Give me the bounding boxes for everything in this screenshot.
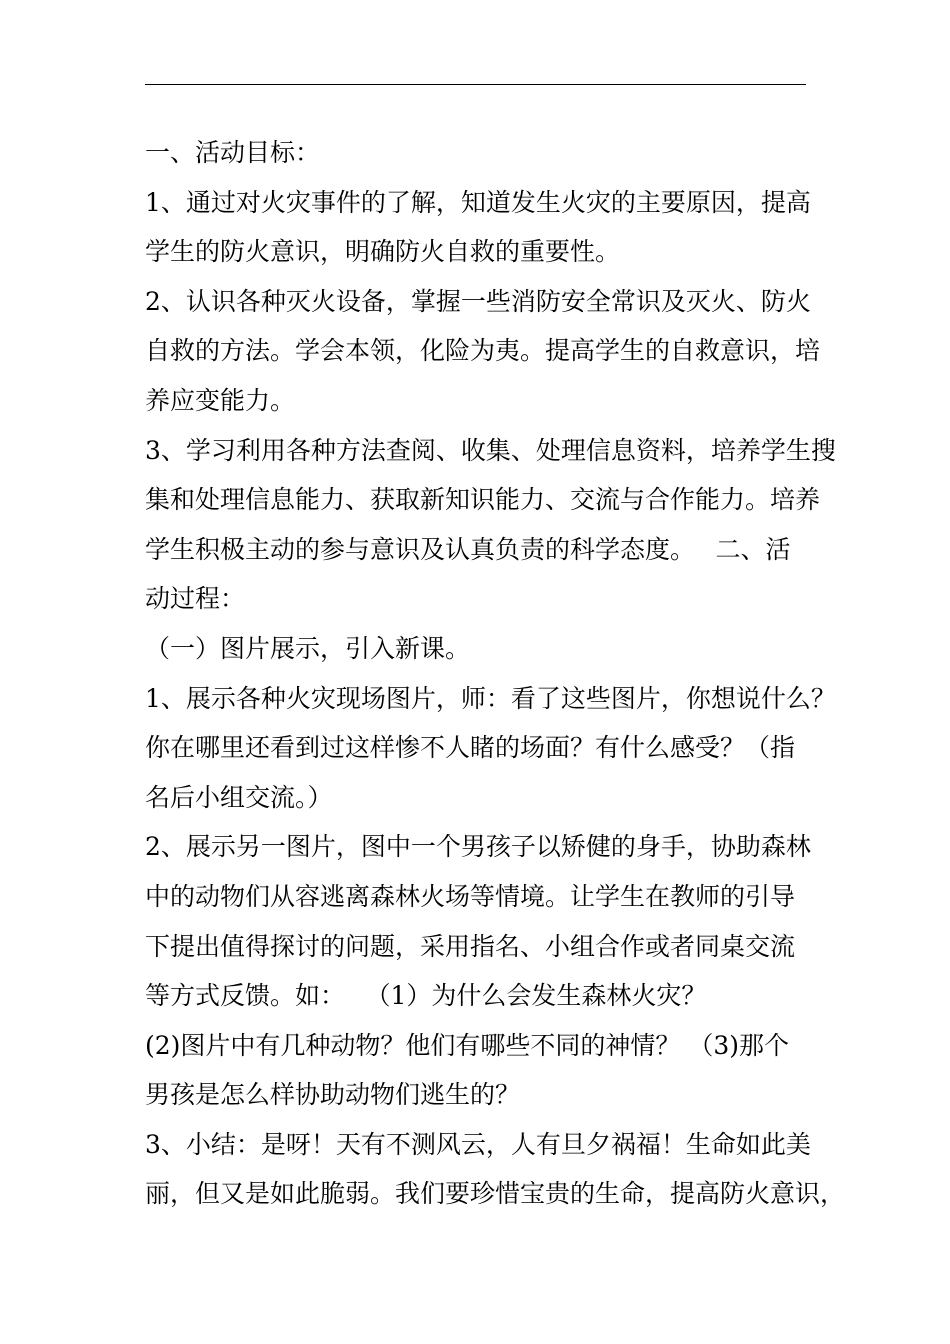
text-line: 集和处理信息能力、获取新知识能力、交流与合作能力。培养: [145, 485, 821, 515]
text-line: 学生积极主动的参与意识及认真负责的科学态度。 二、活: [145, 534, 791, 564]
text-line: 男孩是怎么样协助动物们逃生的？: [145, 1080, 521, 1110]
text-line: 2、展示另一图片，图中一个男孩子以矫健的身手，协助森林: [145, 832, 811, 862]
text-line: 学生的防火意识，明确防火自救的重要性。: [145, 237, 621, 267]
text-line: 动过程：: [145, 584, 246, 614]
text-line: 2、认识各种灭火设备，掌握一些消防安全常识及灭火、防火: [145, 286, 811, 316]
text-line: 自救的方法。学会本领，化险为夷。提高学生的自救意识，培: [145, 336, 821, 366]
text-line: (2)图片中有几种动物？他们有哪些不同的神情？ （3)那个: [145, 1030, 790, 1060]
text-line: 中的动物们从容逃离森林火场等情境。让学生在教师的引导: [145, 881, 796, 911]
text-line: 1、通过对火灾事件的了解，知道发生火灾的主要原因，提高: [145, 187, 811, 217]
section-heading-goals: 一、活动目标：: [145, 138, 321, 167]
text-line: 养应变能力。: [145, 385, 296, 415]
text-line: 3、学习利用各种方法查阅、收集、处理信息资料，培养学生搜: [145, 435, 836, 465]
text-line: 你在哪里还看到过这样惨不人睹的场面？有什么感受？（指: [145, 733, 796, 763]
text-line: 丽，但又是如此脆弱。我们要珍惜宝贵的生命，提高防火意识，: [145, 1179, 846, 1209]
text-line: 等方式反馈。如： （1）为什么会发生森林火灾？: [145, 981, 707, 1011]
text-line: 1、展示各种火灾现场图片，师：看了这些图片，你想说什么？: [145, 683, 836, 713]
document-body: [145, 128, 846, 1219]
text-line: 3、小结：是呀！天有不测风云，人有旦夕祸福！生命如此美: [145, 1129, 811, 1159]
subsection-heading: （一）图片展示，引入新课。: [145, 633, 471, 663]
text-line: 下提出值得探讨的问题，采用指名、小组合作或者同桌交流: [145, 931, 796, 961]
text-line: 名后小组交流。）: [145, 782, 333, 812]
header-rule: [145, 84, 806, 85]
